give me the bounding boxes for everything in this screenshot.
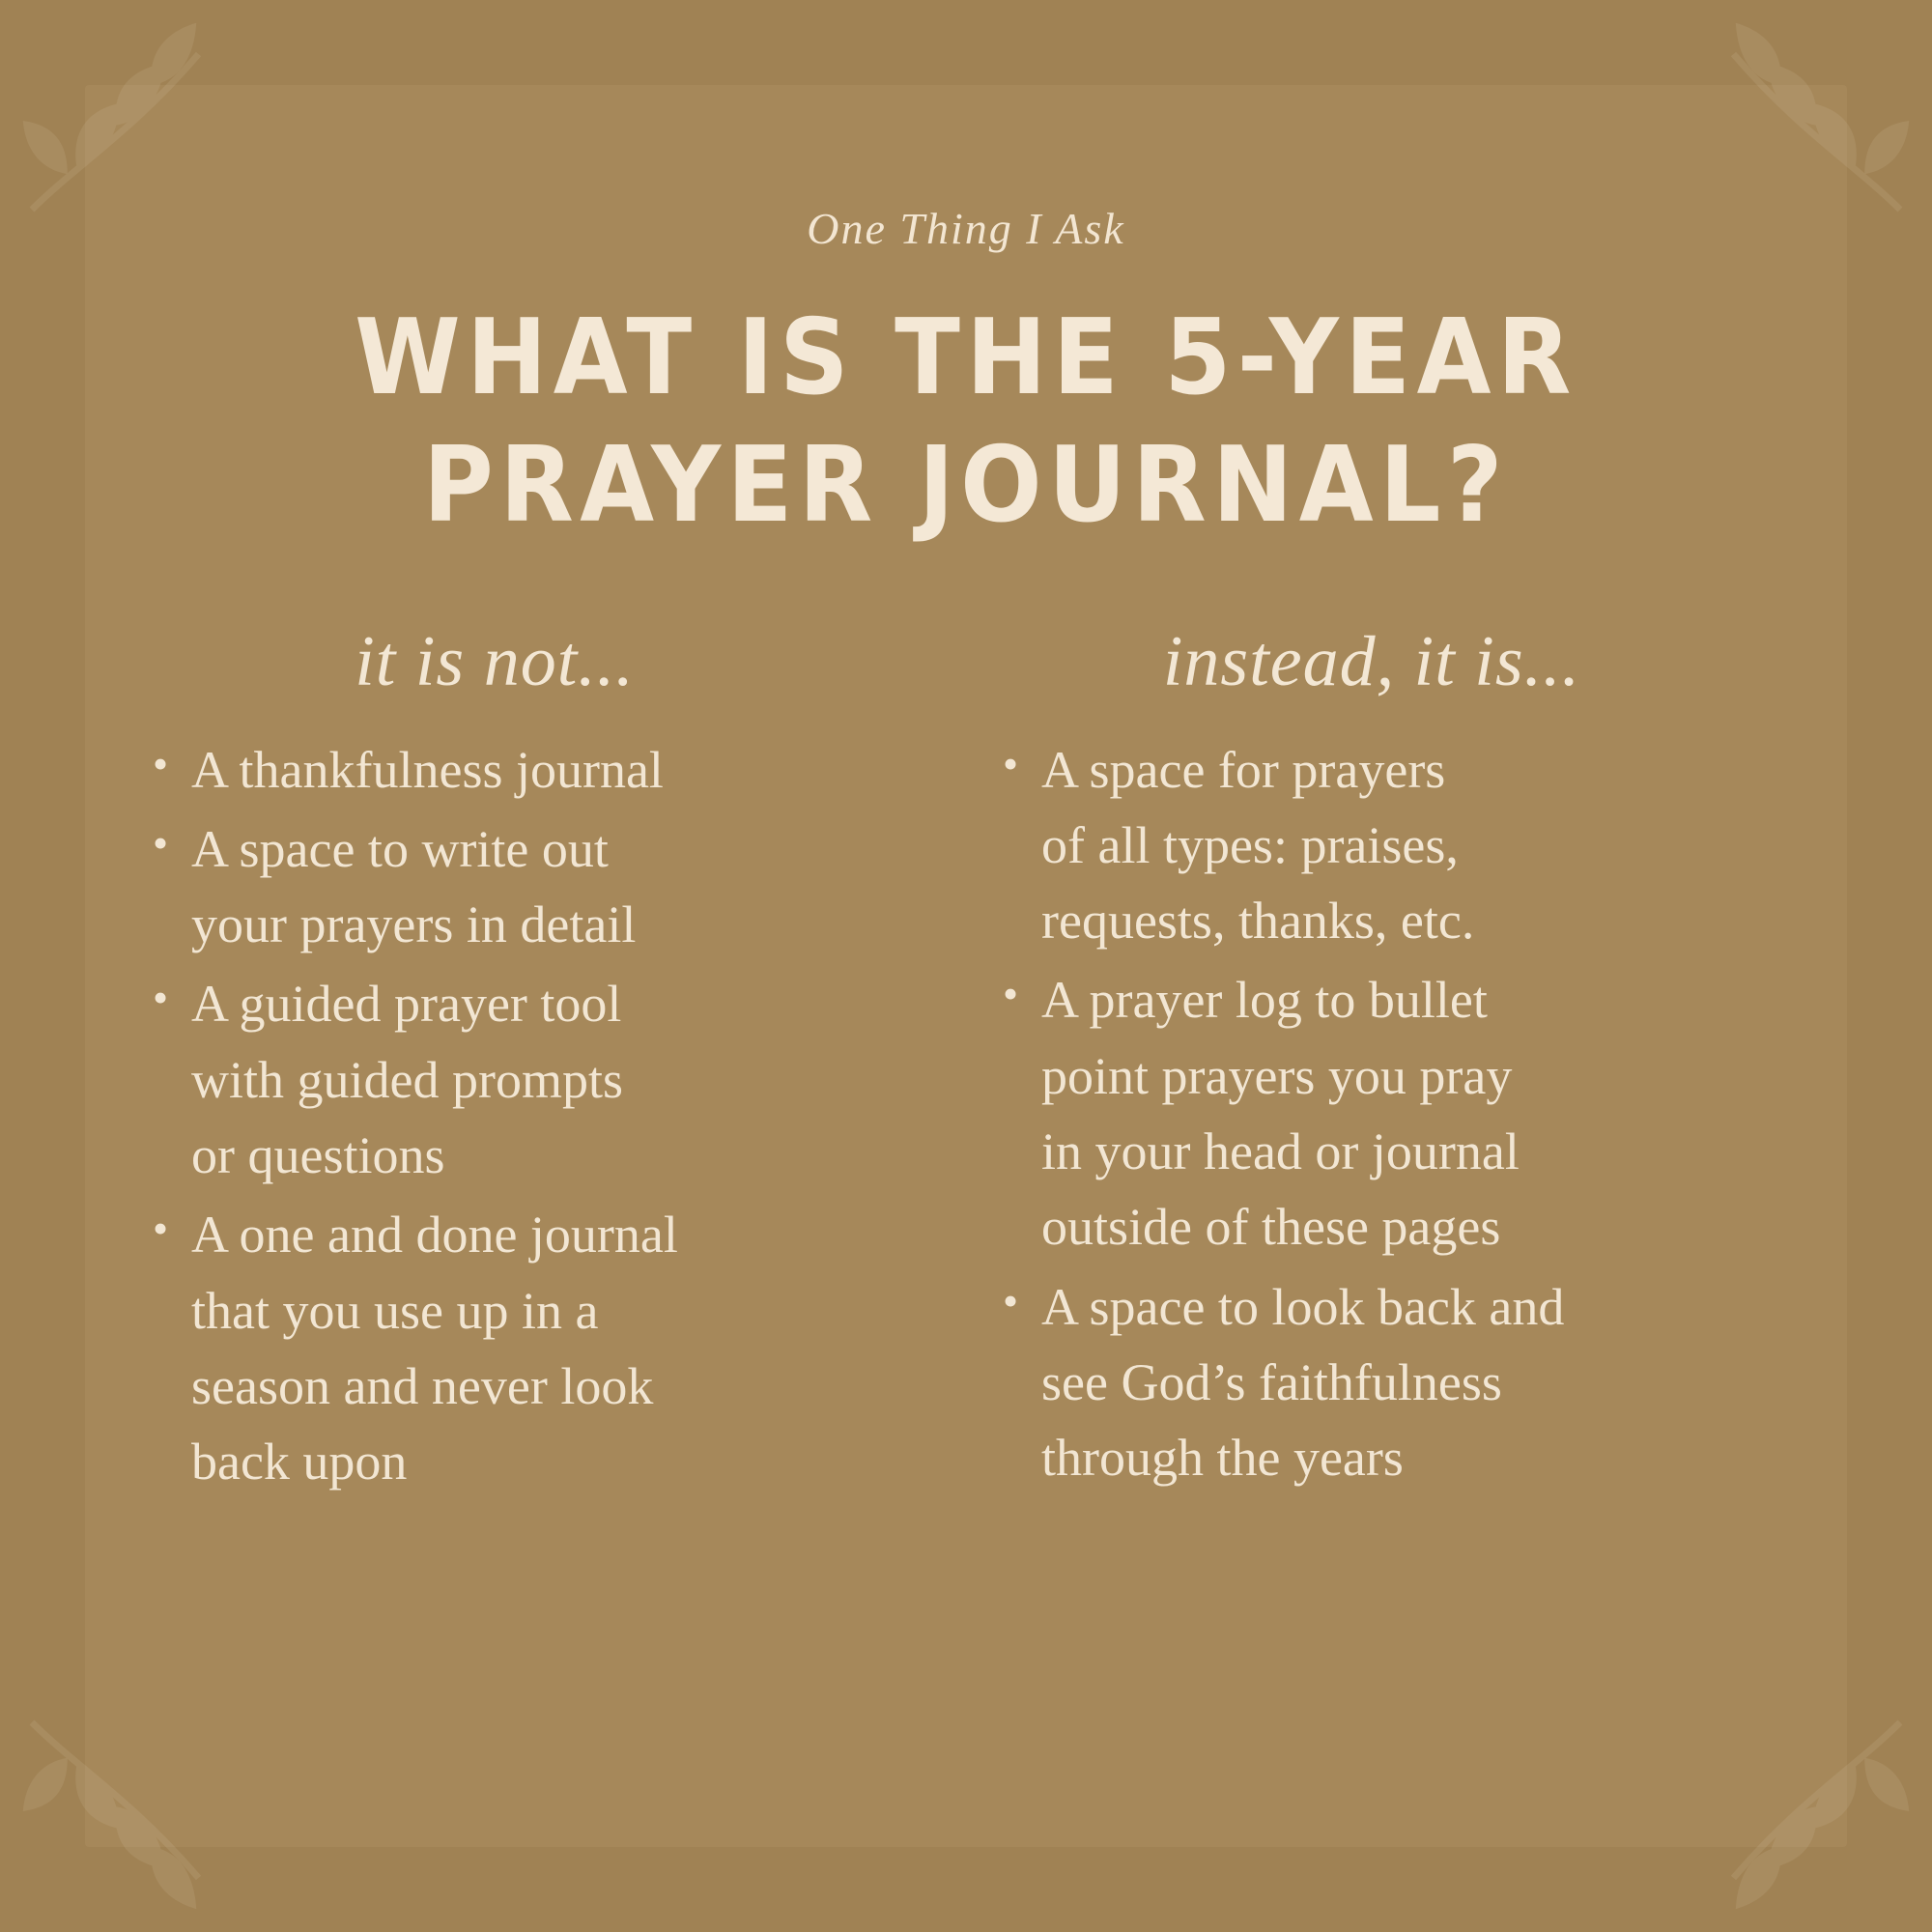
list-item-line: A one and done journal <box>191 1206 678 1264</box>
column-title-right: instead, it is... <box>1162 621 1581 701</box>
list-item-line: season and never look <box>191 1356 654 1415</box>
page-title <box>211 295 1721 550</box>
list-item-line: A prayer log to bullet <box>1041 971 1488 1030</box>
bullet-icon: • <box>153 1204 169 1254</box>
list-item-line: A thankfulness journal <box>191 740 664 799</box>
list-item-line: with guided prompts <box>191 1050 623 1109</box>
list-item-text <box>191 811 941 963</box>
column-title-left: it is not... <box>355 621 635 701</box>
list-item-line: A space for prayers <box>1041 740 1446 799</box>
bullet-icon: • <box>1003 1275 1019 1325</box>
list-item-line: A guided prayer tool <box>191 975 622 1034</box>
list-item <box>145 966 941 1193</box>
list-item-text <box>1041 1269 1787 1496</box>
list-item-line: through the years <box>1041 1429 1404 1488</box>
bullet-icon: • <box>1003 738 1019 788</box>
bullet-icon: • <box>153 738 169 788</box>
list-item-line: in your head or journal <box>1041 1122 1520 1180</box>
list-item-line: or questions <box>191 1125 445 1184</box>
list-item-text <box>1041 962 1787 1264</box>
list-item-line: A space to look back and <box>1041 1277 1565 1336</box>
list-item-line: requests, thanks, etc. <box>1041 892 1475 951</box>
list-item <box>995 1269 1787 1496</box>
comparison-columns <box>145 621 1787 1504</box>
brand-eyebrow: One Thing I Ask <box>807 204 1125 253</box>
list-item-line: A space to write out <box>191 819 609 878</box>
list-item <box>995 732 1787 959</box>
list-instead-it-is <box>995 732 1787 1496</box>
list-item <box>145 732 941 808</box>
page-title-line-1: WHAT IS THE 5-YEAR <box>355 298 1577 418</box>
column-it-is-not <box>145 621 966 1504</box>
list-item-line: back upon <box>191 1433 408 1492</box>
list-item-line: your prayers in detail <box>191 895 637 954</box>
list-item-text <box>191 1197 941 1499</box>
list-item-line: that you use up in a <box>191 1281 599 1340</box>
list-item <box>145 811 941 963</box>
bullet-icon: • <box>1003 969 1019 1019</box>
list-item-line: point prayers you pray <box>1041 1046 1513 1105</box>
bullet-icon: • <box>153 817 169 867</box>
page-title-line-2: PRAYER JOURNAL? <box>423 424 1509 546</box>
bullet-icon: • <box>153 973 169 1023</box>
list-item-text <box>191 966 941 1193</box>
list-item <box>995 962 1787 1264</box>
list-it-is-not <box>145 732 941 1500</box>
list-item <box>145 1197 941 1499</box>
list-item-text <box>191 732 941 808</box>
list-item-line: of all types: praises, <box>1041 815 1459 874</box>
column-instead-it-is <box>966 621 1787 1504</box>
list-item-line: outside of these pages <box>1041 1198 1501 1257</box>
list-item-text <box>1041 732 1787 959</box>
list-item-line: see God’s faithfulness <box>1041 1352 1502 1411</box>
